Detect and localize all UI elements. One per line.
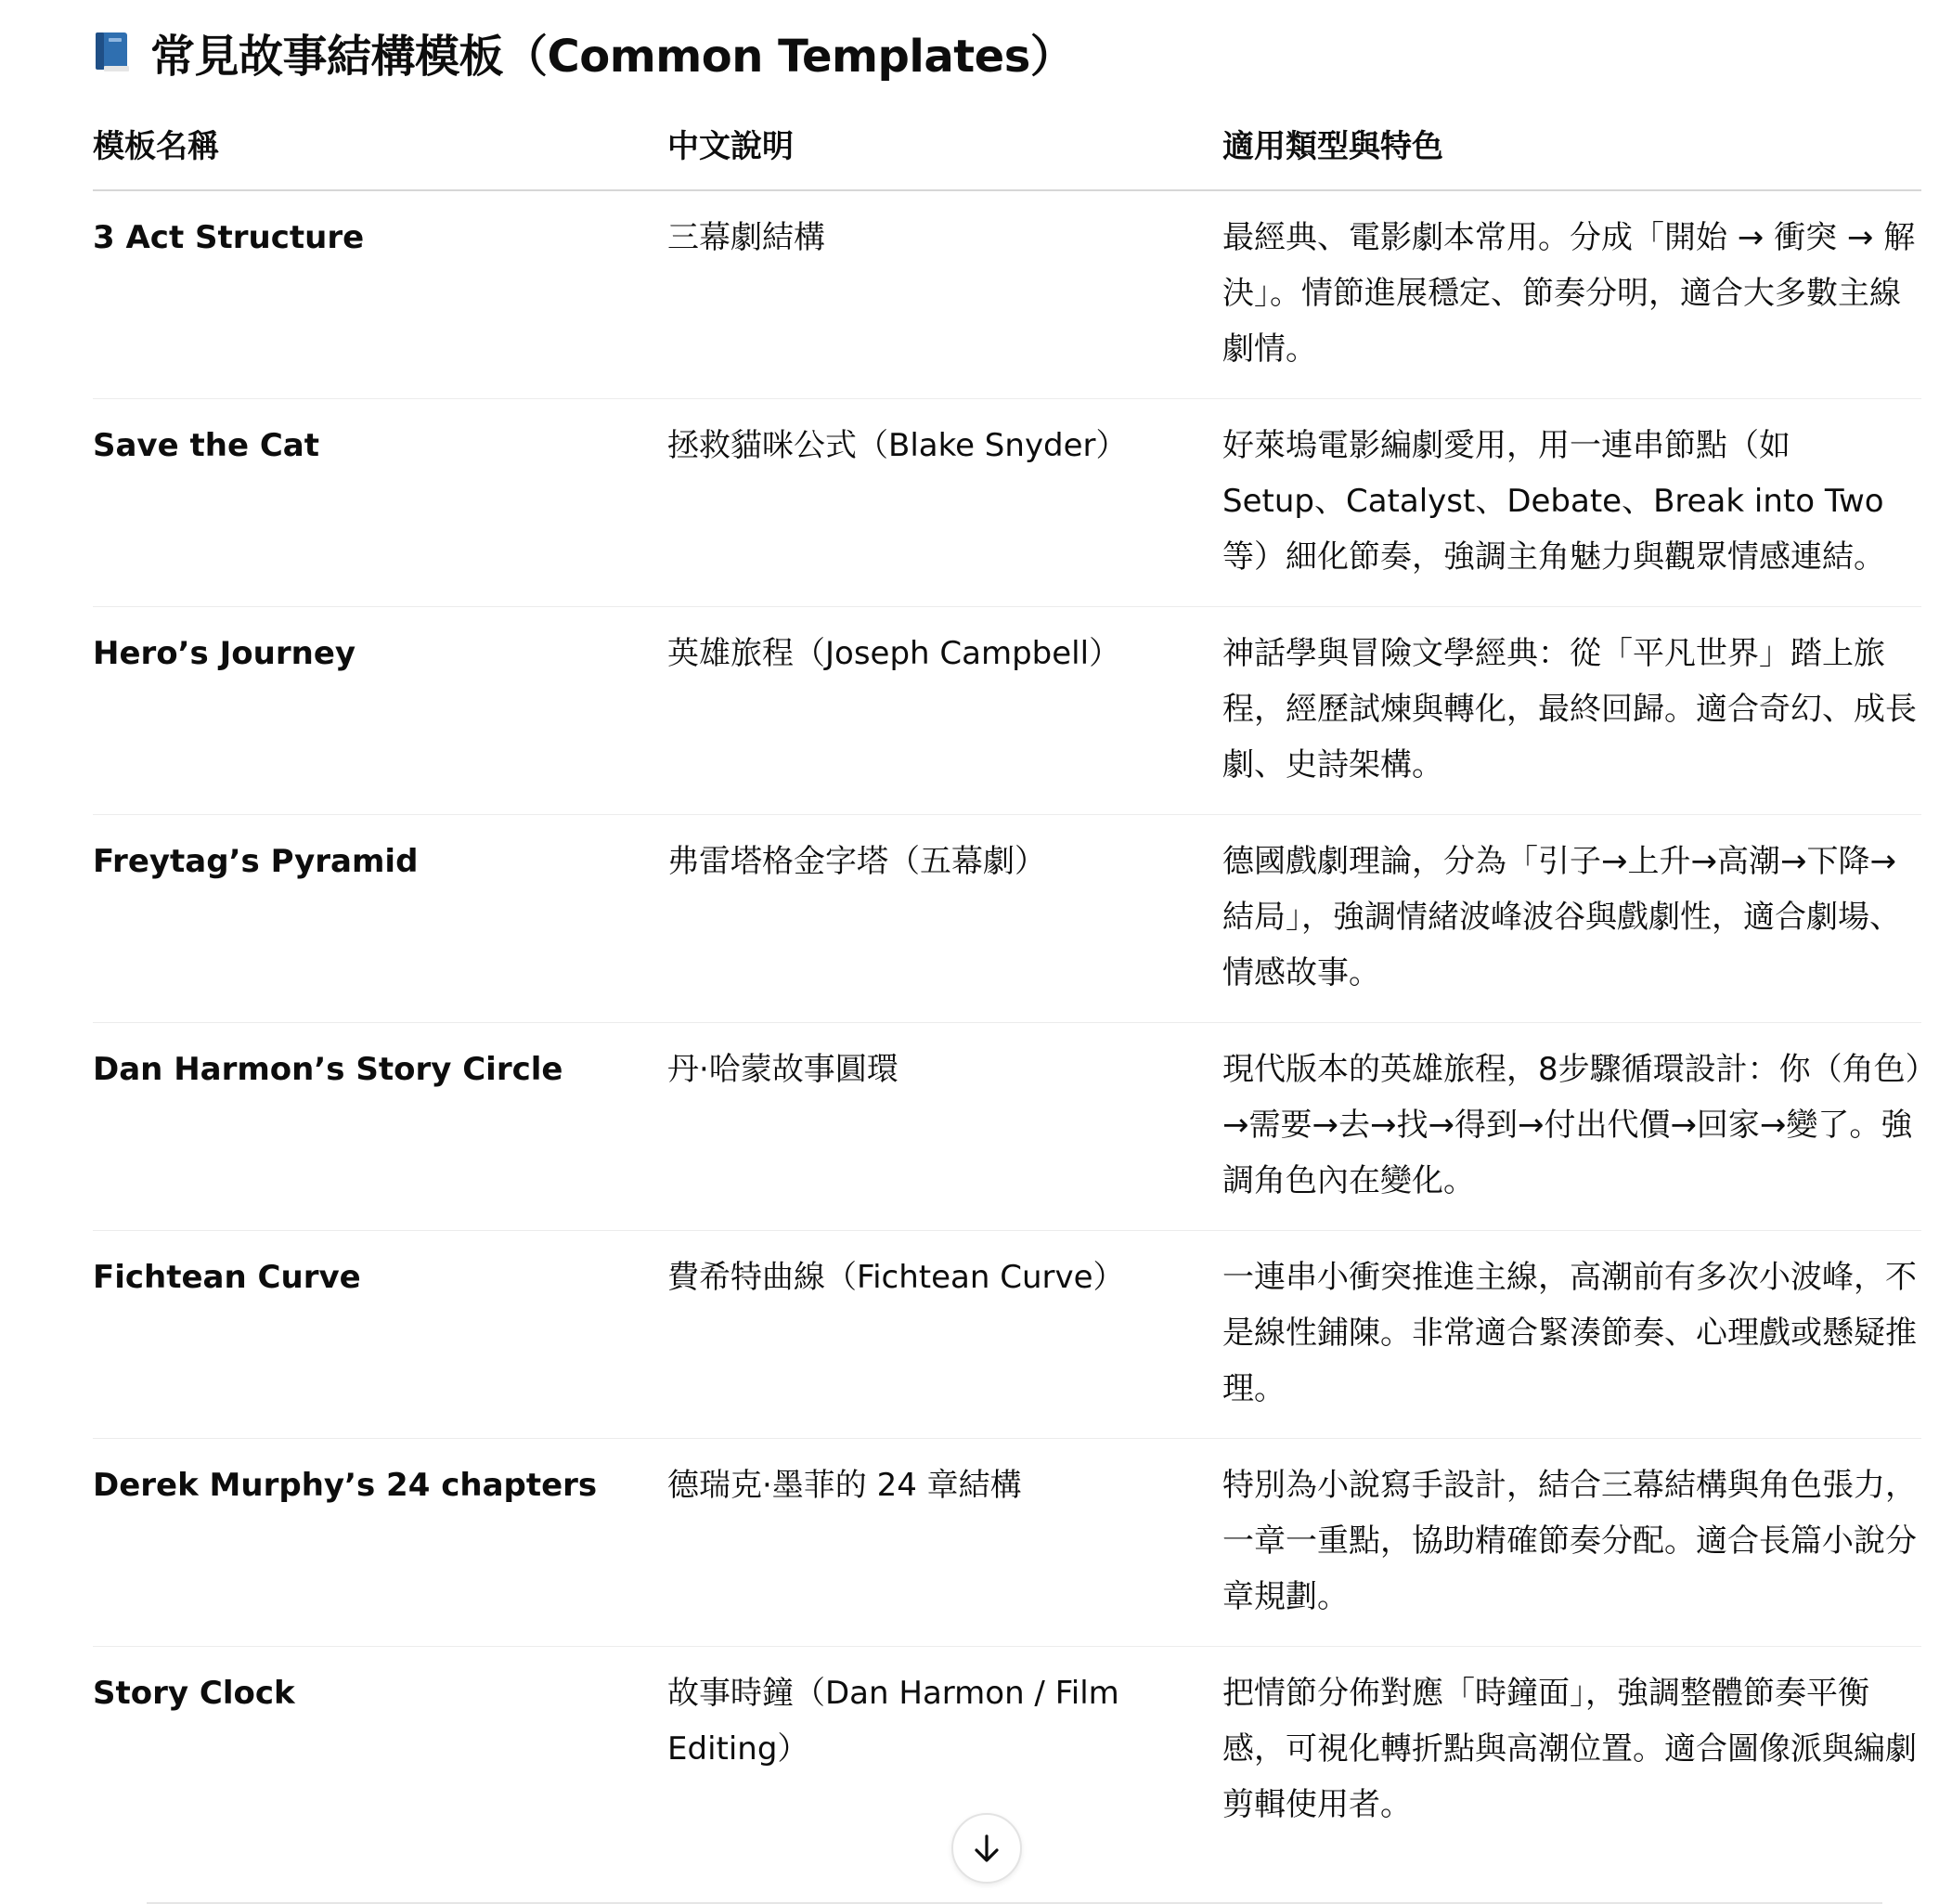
template-name-cell: 3 Act Structure [93, 190, 667, 399]
table-header-row [93, 104, 1921, 190]
features-cell: 神話學與冒險文學經典：從「平凡世界」踏上旅程，經歷試煉與轉化，最終回歸。適合奇幻、成長劇、史詩架構。 [1222, 607, 1921, 815]
template-name-cell: Dan Harmon’s Story Circle [93, 1023, 667, 1231]
chinese-description-cell: 英雄旅程（Joseph Campbell） [667, 607, 1222, 815]
chinese-description-cell: 弗雷塔格金字塔（五幕劇） [667, 815, 1222, 1023]
section-heading [93, 0, 1884, 104]
chinese-description-cell: 故事時鐘（Dan Harmon / Film Editing） [667, 1675, 1119, 1768]
template-name-cell: Fichtean Curve [93, 1231, 667, 1439]
features-cell: 把情節分佈對應「時鐘面」，強調整體節奏平衡感，可視化轉折點與高潮位置。適合圖像派與編劇剪輯使用者。 [1222, 1675, 1917, 1823]
book-icon [93, 31, 132, 73]
template-name-cell: Hero’s Journey [93, 607, 667, 815]
template-name-cell: Derek Murphy’s 24 chapters [93, 1439, 667, 1647]
table-row [93, 1231, 1921, 1439]
table-row [93, 190, 1921, 399]
table-row [93, 1439, 1921, 1647]
column-header-chinese: 中文說明 [667, 104, 1222, 190]
column-header-name: 模板名稱 [93, 104, 667, 190]
content-area [93, 0, 1921, 1854]
template-name-cell: Freytag’s Pyramid [93, 815, 667, 1023]
features-cell: 特別為小說寫手設計，結合三幕結構與角色張力，一章一重點，協助精確節奏分配。適合長篇小說分章規劃。 [1222, 1439, 1921, 1647]
chinese-description-cell: 費希特曲線（Fichtean Curve） [667, 1231, 1222, 1439]
table-row [93, 399, 1921, 607]
features-cell: 最經典、電影劇本常用。分成「開始 → 衝突 → 解決」。情節進展穩定、節奏分明，適合大多數主線劇情。 [1222, 190, 1921, 399]
table-row [93, 607, 1921, 815]
features-cell: 一連串小衝突推進主線，高潮前有多次小波峰，不是線性鋪陳。非常適合緊湊節奏、心理戲或懸疑推理。 [1222, 1231, 1921, 1439]
scroll-to-bottom-button[interactable] [951, 1813, 1022, 1884]
features-cell: 德國戲劇理論，分為「引子→上升→高潮→下降→結局」，強調情緒波峰波谷與戲劇性，適合劇場、情感故事。 [1222, 815, 1921, 1023]
column-header-features: 適用類型與特色 [1222, 104, 1921, 190]
template-name-cell: Save the Cat [93, 399, 667, 607]
templates-table [93, 104, 1921, 1854]
features-cell: 好萊塢電影編劇愛用，用一連串節點（如 Setup、Catalyst、Debate、Break into Two 等）細化節奏，強調主角魅力與觀眾情感連結。 [1222, 399, 1921, 607]
table-row [93, 815, 1921, 1023]
features-cell: 現代版本的英雄旅程，8步驟循環設計：你（角色）→需要→去→找→得到→付出代價→回家→變了。強調角色內在變化。 [1222, 1023, 1921, 1231]
template-name-cell: Story Clock [93, 1675, 295, 1712]
arrow-down-icon [970, 1832, 1003, 1865]
chinese-description-cell: 拯救貓咪公式（Blake Snyder） [667, 399, 1222, 607]
chinese-description-cell: 三幕劇結構 [667, 190, 1222, 399]
chinese-description-cell: 丹·哈蒙故事圓環 [667, 1023, 1222, 1231]
table-row [93, 1023, 1921, 1231]
section-title: 常見故事結構模板（Common Templates） [150, 30, 1075, 83]
chinese-description-cell: 德瑞克·墨菲的 24 章結構 [667, 1439, 1222, 1647]
